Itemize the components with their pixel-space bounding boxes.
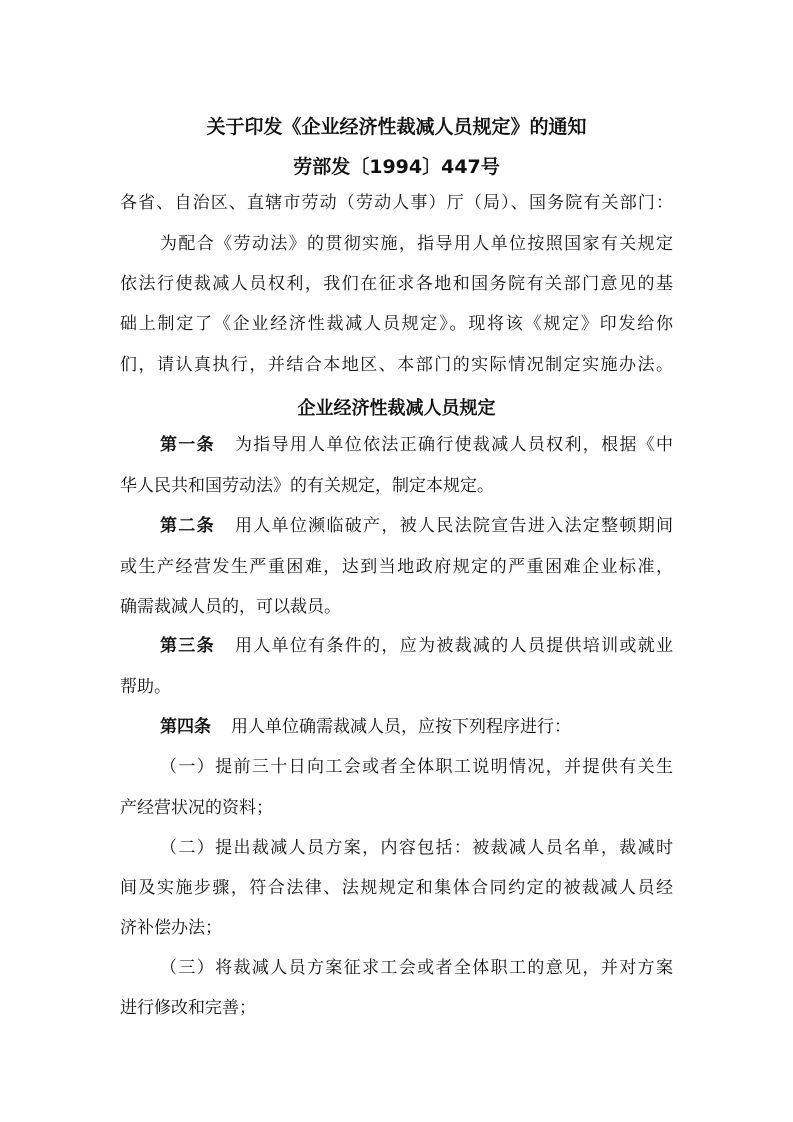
intro-line: 为配合《劳动法》的贯彻实施，指导用人单位按照国家有关规定 [160,234,673,254]
article-first-line [160,636,673,656]
rules-title: 企业经济性裁减人员规定 [297,398,496,419]
article-text: 用人单位有条件的，应为被裁减的人员提供培训或就业 [234,636,674,656]
step-line: 产经营状况的资料； [120,798,273,818]
step-line: 间及实施步骤，符合法律、法规规定和集体合同约定的被裁减人员经 [120,878,673,898]
article-text: 为指导用人单位依法正确行使裁减人员权利，根据《中 [234,435,674,455]
step-line: （二）提出裁减人员方案，内容包括：被裁减人员名单，裁减时 [160,838,673,858]
article-first-line [160,516,673,536]
article-line: 确需裁减人员的，可以裁员。 [120,597,341,617]
article-first-line [160,435,673,455]
article-line: 帮助。 [120,677,171,697]
step-line: （三）将裁减人员方案征求工会或者全体职工的意见，并对方案 [160,958,673,978]
article-label: 第二条 [160,516,215,536]
article-text: 用人单位濒临破产，被人民法院宣告进入法定整顿期间 [234,516,674,536]
article-label: 第四条 [160,717,211,737]
step-line: 济补偿办法； [120,918,222,938]
intro-line: 依法行使裁减人员权利，我们在征求各地和国务院有关部门意见的基 [120,274,673,294]
article-text: 用人单位确需裁减人员，应按下列程序进行： [231,717,571,737]
article-first-line [160,717,571,737]
article-label: 第一条 [160,435,215,455]
step-line: 进行修改和完善； [120,998,256,1018]
article-label: 第三条 [160,636,215,656]
addressee: 各省、自治区、直辖市劳动（劳动人事）厅（局）、国务院有关部门： [120,193,673,213]
document-title: 关于印发《企业经济性裁减人员规定》的通知 [206,116,587,138]
intro-line: 们，请认真执行，并结合本地区、本部门的实际情况制定实施办法。 [120,355,673,375]
article-line: 或生产经营发生严重困难，达到当地政府规定的严重困难企业标准， [120,557,673,577]
document-number: 劳部发〔1994〕447号 [293,156,500,178]
intro-line: 础上制定了《企业经济性裁减人员规定》。现将该《规定》印发给你 [120,314,673,334]
step-line: （一）提前三十日向工会或者全体职工说明情况，并提供有关生 [160,757,673,777]
article-line: 华人民共和国劳动法》的有关规定，制定本规定。 [120,476,494,496]
